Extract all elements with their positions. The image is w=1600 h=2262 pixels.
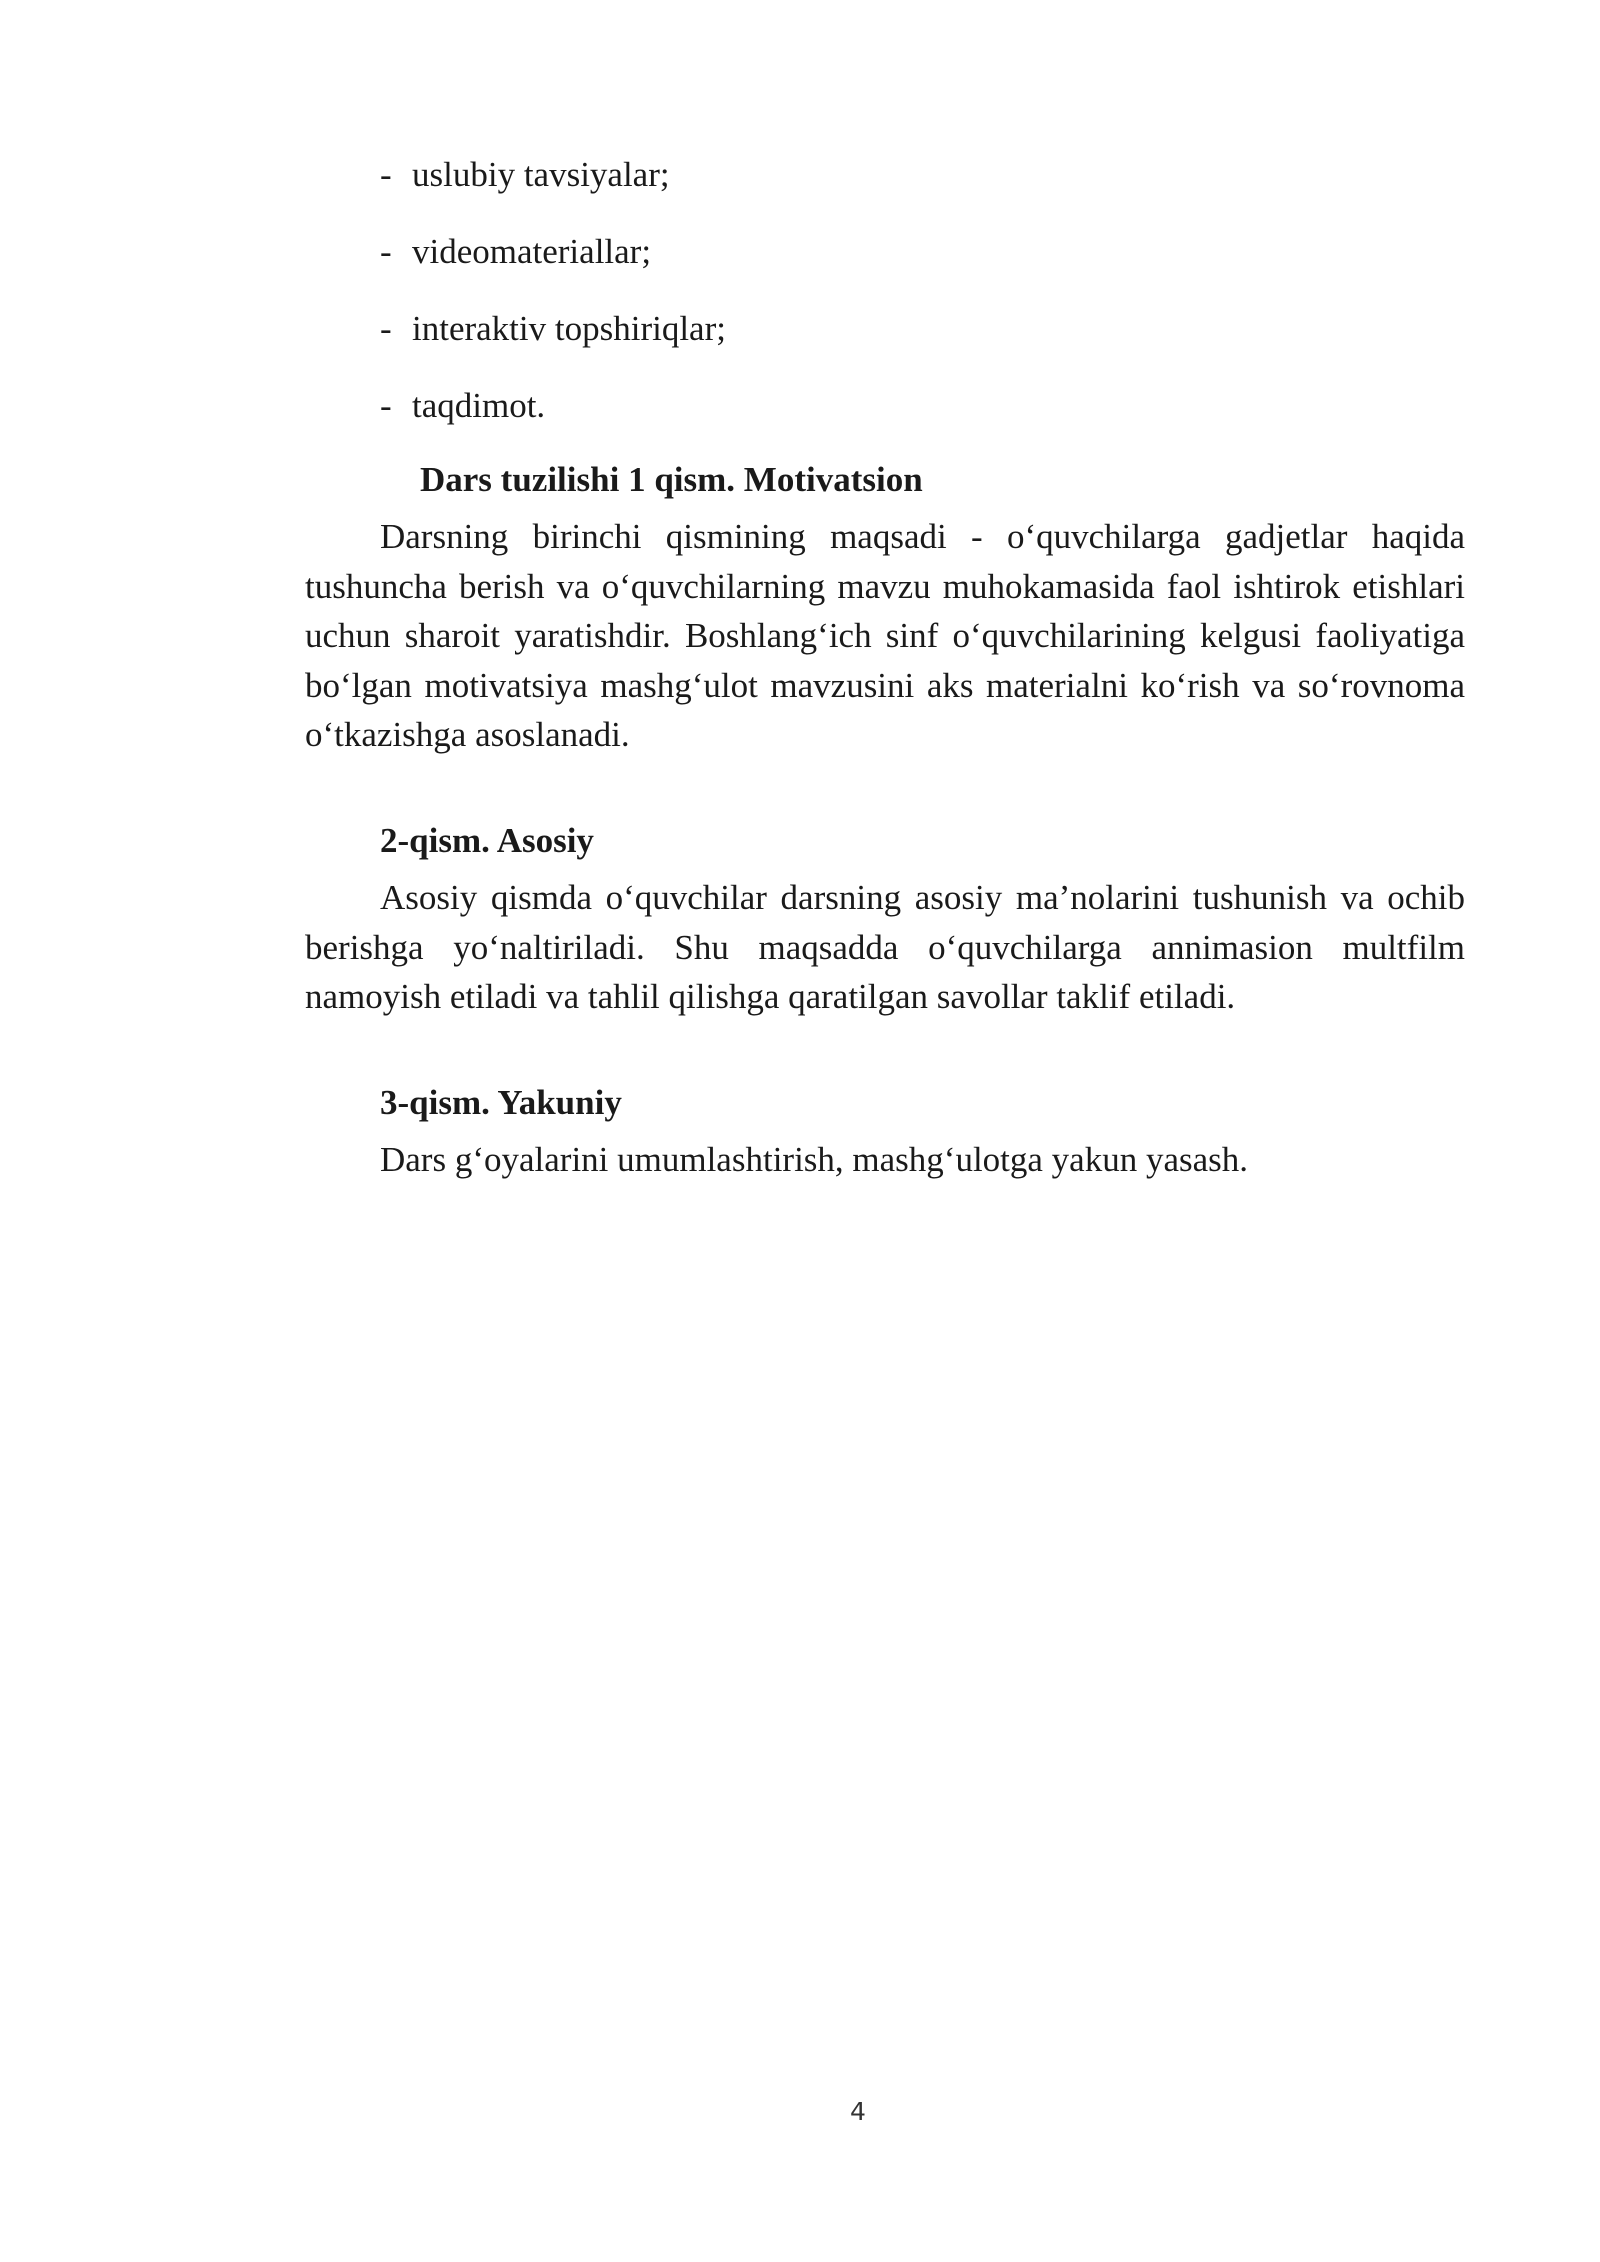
section-2-heading: 2-qism. Asosiy (380, 821, 594, 860)
section-3-paragraph: Dars g‘oyalarini umumlashtirish, mashg‘ulotga yakun yasash. (380, 1140, 1249, 1179)
materials-list (380, 152, 726, 460)
list-item (380, 152, 726, 229)
list-marker: - (380, 309, 392, 348)
list-marker: - (380, 386, 392, 425)
list-item (380, 306, 726, 383)
section-3-heading: 3-qism. Yakuniy (380, 1083, 622, 1122)
list-marker: - (380, 232, 392, 271)
section-1-paragraph: Darsning birinchi qismining maqsadi - o‘quvchilarga gadjetlar haqida tushuncha berish va o‘quvchilarning mavzu muhokamasida faol ishtirok etishlari uchun sharoit yaratishdir. Boshlang‘ich sinf o‘quvchilarining kelgusi faoliyatiga bo‘lgan motivatsiya mashg‘ulot mavzusini aks materialni ko‘rish va so‘rovnoma o‘tkazishga asoslanadi. (305, 517, 1465, 754)
section-1-heading: Dars tuzilishi 1 qism. Motivatsion (420, 460, 923, 499)
section-2-paragraph: Asosiy qismda o‘quvchilar darsning asosiy ma’nolarini tushunish va ochib berishga yo‘naltiriladi. Shu maqsadda o‘quvchilarga annimasion multfilm namoyish etiladi va tahlil qilishga qaratilgan savollar taklif etiladi. (305, 878, 1465, 1016)
list-marker: - (380, 155, 392, 194)
list-item (380, 229, 726, 306)
list-item-text: videomateriallar; (412, 232, 652, 271)
page-number: 4 (850, 2097, 866, 2126)
list-item-text: taqdimot. (412, 386, 546, 425)
list-item-text: uslubiy tavsiyalar; (412, 155, 670, 194)
list-item-text: interaktiv topshiriqlar; (412, 309, 726, 348)
list-item (380, 383, 726, 460)
